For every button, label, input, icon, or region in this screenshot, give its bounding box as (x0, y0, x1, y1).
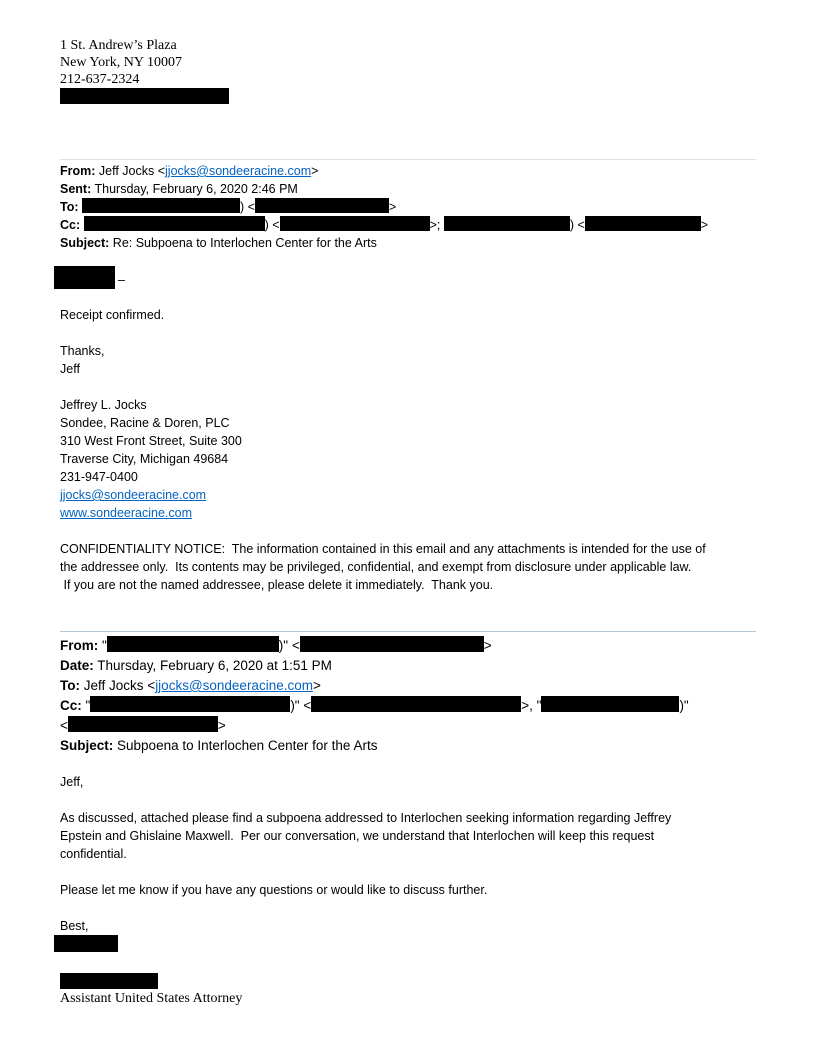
redaction-box (300, 636, 484, 652)
date-label: Date: (60, 658, 94, 673)
body-line: Epstein and Ghislaine Maxwell. Per our conversation, we understand that Interlochen will keep this request (60, 829, 655, 843)
from-close: > (311, 164, 319, 178)
date-row (60, 656, 760, 676)
signature-email-link[interactable]: jjocks@sondeeracine.com (60, 488, 207, 502)
signature-phone: 231-947-0400 (60, 470, 138, 484)
from-label: From: (60, 164, 96, 178)
sent-value: Thursday, February 6, 2020 2:46 PM (94, 182, 298, 196)
redaction-box (54, 935, 118, 952)
redaction-box (54, 266, 115, 289)
subject-value: Subpoena to Interlochen Center for the Arts (117, 738, 378, 753)
greeting-dash: – (118, 273, 125, 287)
subject-label: Subject: (60, 738, 114, 753)
subject-row (60, 234, 760, 252)
confidentiality-line: the addressee only. Its contents may be privileged, confidential, and exempt from disclosure under applicable law. (60, 560, 692, 574)
from-email-link[interactable]: jjocks@sondeeracine.com (165, 164, 312, 178)
address-line-2: New York, NY 10007 (60, 55, 182, 70)
to-row (60, 676, 760, 696)
address-line-1: 1 St. Andrew’s Plaza (60, 38, 177, 53)
signoff-name: Jeff (60, 362, 80, 376)
from-label: From: (60, 638, 99, 653)
body-text: Receipt confirmed. (60, 308, 165, 322)
from-name: Jeff Jocks < (98, 164, 166, 178)
redaction-box (255, 198, 389, 213)
subject-value: Re: Subpoena to Interlochen Center for the Arts (112, 236, 377, 250)
cc-label: Cc: (60, 218, 81, 232)
confidentiality-line: CONFIDENTIALITY NOTICE: The information contained in this email and any attachments is intended for the use of (60, 542, 706, 556)
signature-website-link[interactable]: www.sondeeracine.com (60, 506, 193, 520)
header-divider (60, 159, 756, 160)
original-email-header (60, 636, 760, 756)
letterhead-address (60, 37, 182, 88)
sent-label: Sent: (60, 182, 92, 196)
date-value: Thursday, February 6, 2020 at 1:51 PM (97, 658, 332, 673)
subject-label: Subject: (60, 236, 110, 250)
redaction-box (90, 696, 290, 712)
to-email-link[interactable]: jjocks@sondeeracine.com (155, 678, 313, 693)
to-row: To: ) < > (60, 200, 397, 214)
from-row: From: " )" < > (60, 638, 492, 653)
to-label: To: (60, 678, 80, 693)
redaction-box (444, 216, 570, 231)
redaction-box (60, 973, 158, 989)
signature-firm: Sondee, Racine & Doren, PLC (60, 416, 230, 430)
signature-street: 310 West Front Street, Suite 300 (60, 434, 242, 448)
subject-row (60, 736, 760, 756)
redaction-box (311, 696, 521, 712)
closing: Best, (60, 919, 89, 933)
to-close: > (312, 678, 321, 693)
signature-city: Traverse City, Michigan 49684 (60, 452, 229, 466)
body-line: As discussed, attached please find a subpoena addressed to Interlochen seeking information regarding Jeffrey (60, 811, 672, 825)
cc-row: Cc: ) < >; ) < > (60, 218, 709, 232)
confidentiality-notice (60, 540, 760, 594)
cc-label: Cc: (60, 698, 82, 713)
redaction-box (585, 216, 701, 231)
confidentiality-line: If you are not the named addressee, please delete it immediately. Thank you. (60, 578, 494, 592)
signature-name: Jeffrey L. Jocks (60, 398, 147, 412)
redaction-box (541, 696, 679, 712)
redaction-box (82, 198, 240, 213)
from-row (60, 162, 760, 180)
to-name: Jeff Jocks < (83, 678, 156, 693)
redaction-box (84, 216, 265, 231)
redaction-box (60, 88, 229, 104)
phone-number: 212-637-2324 (60, 72, 140, 87)
reply-email-header (60, 162, 760, 252)
redaction-box (68, 716, 218, 732)
original-body-paragraph (60, 809, 760, 863)
reply-body (60, 306, 164, 324)
redaction-box (280, 216, 430, 231)
cc-row: Cc: " )" < >, " )" (60, 698, 689, 713)
body-text: Please let me know if you have any questions or would like to discuss further. (60, 883, 488, 897)
sent-row (60, 180, 760, 198)
to-label: To: (60, 200, 79, 214)
salutation: Jeff, (60, 775, 84, 789)
signer-title: Assistant United States Attorney (60, 991, 243, 1006)
redaction-box (107, 636, 279, 652)
body-line: confidential. (60, 847, 127, 861)
email-signature (60, 396, 242, 522)
reply-signoff (60, 342, 104, 378)
header-divider (60, 631, 756, 632)
cc-row-continued: < > (60, 718, 226, 733)
signoff: Thanks, (60, 344, 105, 358)
